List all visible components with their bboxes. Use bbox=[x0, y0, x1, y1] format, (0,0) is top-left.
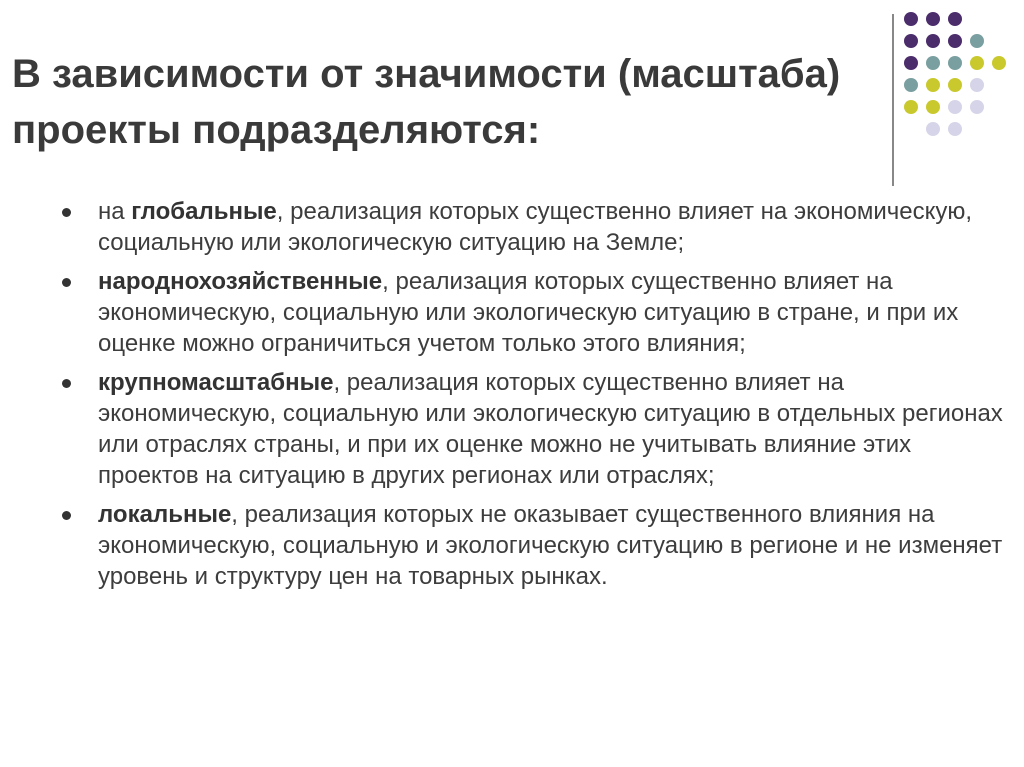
bullet-icon bbox=[62, 379, 71, 388]
decorative-dot bbox=[926, 56, 940, 70]
decorative-dot bbox=[970, 56, 984, 70]
decorative-dot bbox=[948, 78, 962, 92]
decorative-dot bbox=[926, 100, 940, 114]
decorative-dot bbox=[948, 122, 962, 136]
decorative-dot bbox=[948, 34, 962, 48]
decorative-dot bbox=[948, 100, 962, 114]
bullet-icon bbox=[62, 208, 71, 217]
bullet-icon bbox=[62, 511, 71, 520]
decorative-dot bbox=[970, 100, 984, 114]
bullet-icon bbox=[62, 278, 71, 287]
decorative-dot bbox=[926, 122, 940, 136]
decorative-dot bbox=[904, 100, 918, 114]
decorative-dot bbox=[904, 34, 918, 48]
list-item-large-scale bbox=[58, 367, 1008, 491]
decorative-dot-grid bbox=[904, 12, 1014, 162]
decorative-dot bbox=[992, 56, 1006, 70]
decorative-dot bbox=[926, 12, 940, 26]
decorative-dot bbox=[926, 34, 940, 48]
list-item-national bbox=[58, 266, 1008, 359]
bullet-list bbox=[58, 196, 1008, 600]
decorative-dot bbox=[970, 34, 984, 48]
decorative-dot bbox=[948, 12, 962, 26]
item-term: народнохозяйственные bbox=[98, 268, 383, 295]
list-item-global bbox=[58, 196, 1008, 258]
item-text: , реализация которых не оказывает существенного влияния на экономическую, социальную и экологическую ситуацию в регионе и не изменяет уровень и структуру цен на товарных рынках. bbox=[98, 501, 1003, 590]
list-item-local bbox=[58, 499, 1008, 592]
item-text: , реализация которых существенно влияет на экономическую, социальную или экологическую ситуацию в стране, и при их оценке можно ограничиться учетом только этого влияния; bbox=[98, 268, 959, 357]
decorative-dot bbox=[904, 56, 918, 70]
item-term: локальные bbox=[98, 501, 232, 528]
item-term: крупномасштабные bbox=[98, 369, 334, 396]
item-text: , реализация которых существенно влияет на экономическую, социальную или экологическую ситуацию на Земле; bbox=[98, 198, 973, 256]
title-divider bbox=[892, 14, 894, 186]
decorative-dot bbox=[904, 78, 918, 92]
item-term: глобальные bbox=[131, 198, 277, 225]
decorative-dot bbox=[948, 56, 962, 70]
decorative-dot bbox=[904, 12, 918, 26]
item-text: , реализация которых существенно влияет на экономическую, социальную или экологическую ситуацию в отдельных регионах или отраслях страны, и при их оценке можно не учитывать влияние этих проектов на ситуацию в других регионах или отраслях; bbox=[98, 369, 1003, 489]
decorative-dot bbox=[970, 78, 984, 92]
slide-title: В зависимости от значимости (масштаба) проекты подразделяются: bbox=[12, 52, 841, 152]
item-prefix: на bbox=[98, 198, 132, 225]
decorative-dot bbox=[926, 78, 940, 92]
